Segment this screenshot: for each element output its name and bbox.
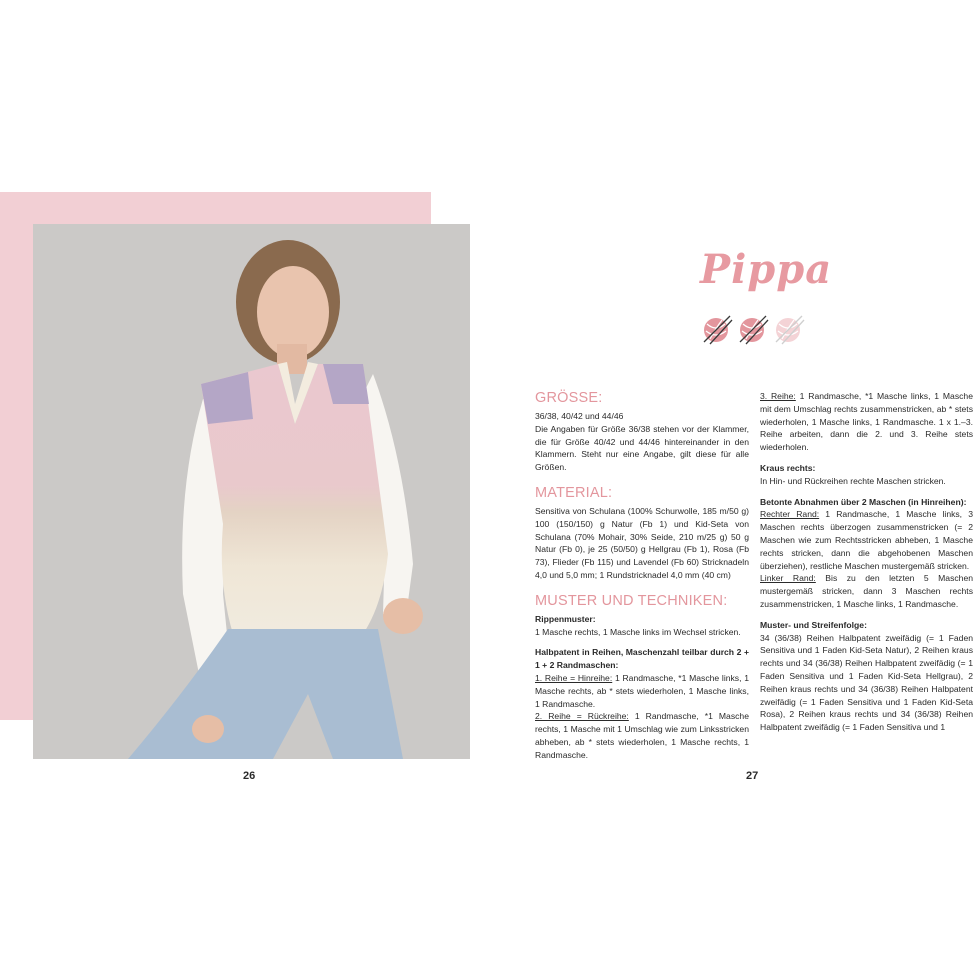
- reihe-3-text: 1 Randmasche, *1 Masche links, 1 Masche mit dem Umschlag rechts zusammenstricken, ab * stets wiederholen, 1 Masche links, 1 Randmasche. 1 x 1.–3. Reihe arbeiten, dann die 2. und 3. Reihe stets wiederholen.: [760, 391, 973, 453]
- difficulty-rating: [700, 312, 810, 346]
- reihe-3-paragraph: [760, 390, 973, 454]
- page-number-left: 26: [243, 770, 256, 782]
- rechter-rand-label: Rechter Rand:: [760, 509, 820, 520]
- rechter-rand-text: 1 Randmasche, 1 Masche links, 3 Maschen rechts überzogen zusammenstricken (= 2 Maschen wie zum Rechtsstricken abheben, 1 Masche rechts stricken, dann die abgehobenen Maschen überziehen), restliche Maschen mustergemäß stricken.: [760, 509, 973, 571]
- yarn-ball-faded-icon: [776, 316, 804, 344]
- yarn-ball-icon: [740, 316, 768, 344]
- instructions-column-left: [535, 390, 749, 762]
- heading-groesse: GRÖSSE:: [535, 390, 603, 406]
- sizes-text: 36/38, 40/42 und 44/46: [535, 411, 624, 421]
- streifen-title: Muster- und Streifenfolge:: [760, 619, 867, 630]
- reihe-1-text: 1 Randmasche, *1 Masche links, 1 Masche rechts, ab * stets wiederholen, 1 Masche links, 1 Randmasche.: [535, 672, 749, 709]
- halbpatent-title: Halbpatent in Reihen, Maschenzahl teilbar durch 2 + 1 + 2 Randmaschen:: [535, 647, 749, 671]
- pattern-title: Pippa: [700, 246, 833, 293]
- reihe-3-label: 3. Reihe:: [760, 391, 796, 401]
- linker-rand-text: Bis zu den letzten 5 Maschen mustergemäß stricken, dann 3 Maschen rechts zusammenstricken, 1 Masche links, 1 Randmasche.: [760, 573, 973, 609]
- material-text: Sensitiva von Schulana (100% Schurwolle, 185 m/50 g) 100 (150/150) g Natur (Fb 1) und Kid-Seta von Schulana (70% Mohair, 30% Seide, 210 m/25 g) 50 g Natur (Fb 0), je 25 (50/50) g Hellgrau (Fb 1), Rosa (Fb 73), Flieder (Fb 115) und Lavendel (Fb 60) Stricknadeln 4,0 und 5,0 mm; 1 Rundstricknadel 4,0 mm (40 cm): [535, 505, 749, 580]
- sizes-description: Die Angaben für Größe 36/38 stehen vor der Klammer, die für Größe 40/42 und 44/46 hintereinander in den Klammern. Steht nur eine Angabe, gilt diese für alle Größen.: [535, 423, 749, 473]
- rechter-rand-paragraph: [760, 508, 973, 572]
- yarn-ball-icon: [704, 316, 732, 344]
- instructions-column-right: [760, 390, 973, 734]
- reihe-1-paragraph: [535, 672, 749, 710]
- model-photo: [33, 224, 470, 759]
- reihe-2-paragraph: [535, 710, 749, 761]
- abnahmen-title: Betonte Abnahmen über 2 Maschen (in Hinreihen):: [760, 496, 967, 507]
- heading-material: MATERIAL:: [535, 484, 613, 501]
- reihe-2-label: 2. Reihe = Rückreihe:: [535, 711, 629, 722]
- linker-rand-paragraph: [760, 572, 973, 610]
- kraus-text: In Hin- und Rückreihen rechte Maschen stricken.: [760, 475, 946, 486]
- rippen-title: Rippenmuster:: [535, 613, 596, 624]
- page-number-right: 27: [746, 770, 759, 782]
- streifen-text: 34 (36/38) Reihen Halbpatent zweifädig (= 1 Faden Sensitiva und 1 Faden Kid-Seta Natur), 2 Reihen kraus rechts und 34 (36/38) Reihen Halbpatent zweifädig (= 1 Faden Sensitiva und 1 Faden Kid-Seta Hellgrau), 2 Reihen kraus rechts und 34 (36/38) Reihen Halbpatent zweifädig (= 1 Faden Sensitiva und 1 Faden Kid-Seta Rosa), 2 Reihen kraus rechts und 34 (36/38) Reihen Halbpatent zweifädig (= 1 Faden Sensitiva und 1: [760, 632, 973, 733]
- reihe-2-text: 1 Randmasche, *1 Masche rechts, 1 Masche mit 1 Umschlag wie zum Linksstricken abheben, ab * stets wiederholen, 1 Masche rechts, 1 Randmasche.: [535, 711, 749, 760]
- kraus-title: Kraus rechts:: [760, 462, 816, 473]
- rippen-text: 1 Masche rechts, 1 Masche links im Wechsel stricken.: [535, 626, 741, 637]
- heading-muster: MUSTER UND TECHNIKEN:: [535, 592, 728, 609]
- reihe-1-label: 1. Reihe = Hinreihe:: [535, 672, 613, 683]
- linker-rand-label: Linker Rand:: [760, 573, 816, 584]
